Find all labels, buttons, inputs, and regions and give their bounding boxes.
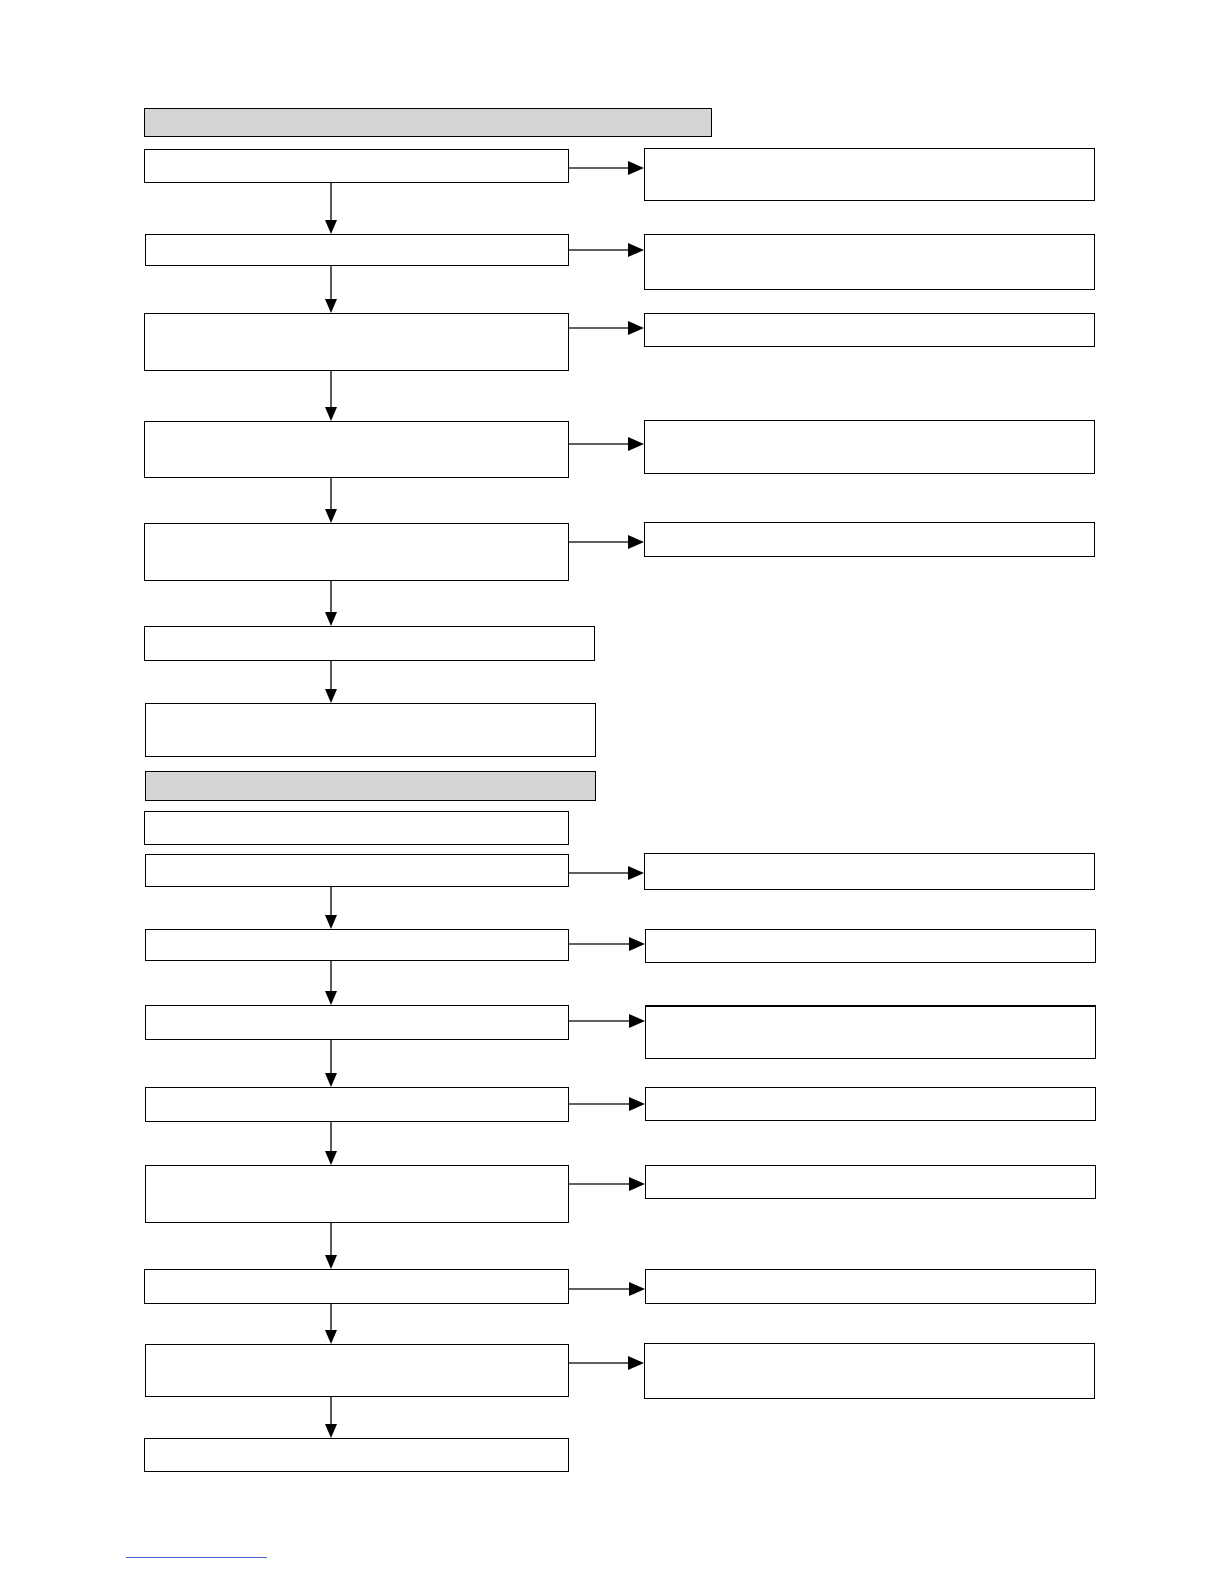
s2-arrow-down-7 bbox=[325, 1397, 337, 1438]
s2-arrow-down-5 bbox=[325, 1223, 337, 1269]
s2-arrow-down-1 bbox=[325, 887, 337, 929]
s1-arrow-right-3 bbox=[569, 321, 644, 335]
s1-arrow-down-2 bbox=[325, 266, 337, 313]
s1-arrow-down-3 bbox=[325, 371, 337, 421]
s2-arrow-right-2 bbox=[569, 937, 645, 951]
s2-arrow-down-2 bbox=[325, 961, 337, 1005]
s2-arrow-right-7 bbox=[569, 1356, 644, 1370]
s2-arrow-right-5 bbox=[569, 1177, 645, 1191]
s2-arrow-down-6 bbox=[325, 1304, 337, 1344]
s1-arrow-down-4 bbox=[325, 478, 337, 523]
s2-arrow-right-3 bbox=[569, 1014, 645, 1028]
s1-arrow-right-4 bbox=[569, 437, 644, 451]
s2-arrow-down-3 bbox=[325, 1040, 337, 1087]
s1-arrow-down-5 bbox=[325, 581, 337, 626]
s1-arrow-down-1 bbox=[325, 183, 337, 234]
s1-arrow-down-6 bbox=[325, 661, 337, 703]
s2-arrow-right-4 bbox=[569, 1097, 645, 1111]
s1-arrow-right-1 bbox=[569, 161, 644, 175]
s2-arrow-right-1 bbox=[569, 866, 644, 880]
s1-arrow-right-5 bbox=[569, 535, 644, 549]
s2-arrow-down-4 bbox=[325, 1122, 337, 1165]
s2-arrow-right-6 bbox=[569, 1282, 645, 1296]
s1-arrow-right-2 bbox=[569, 243, 644, 257]
footer-rule bbox=[126, 1557, 267, 1558]
